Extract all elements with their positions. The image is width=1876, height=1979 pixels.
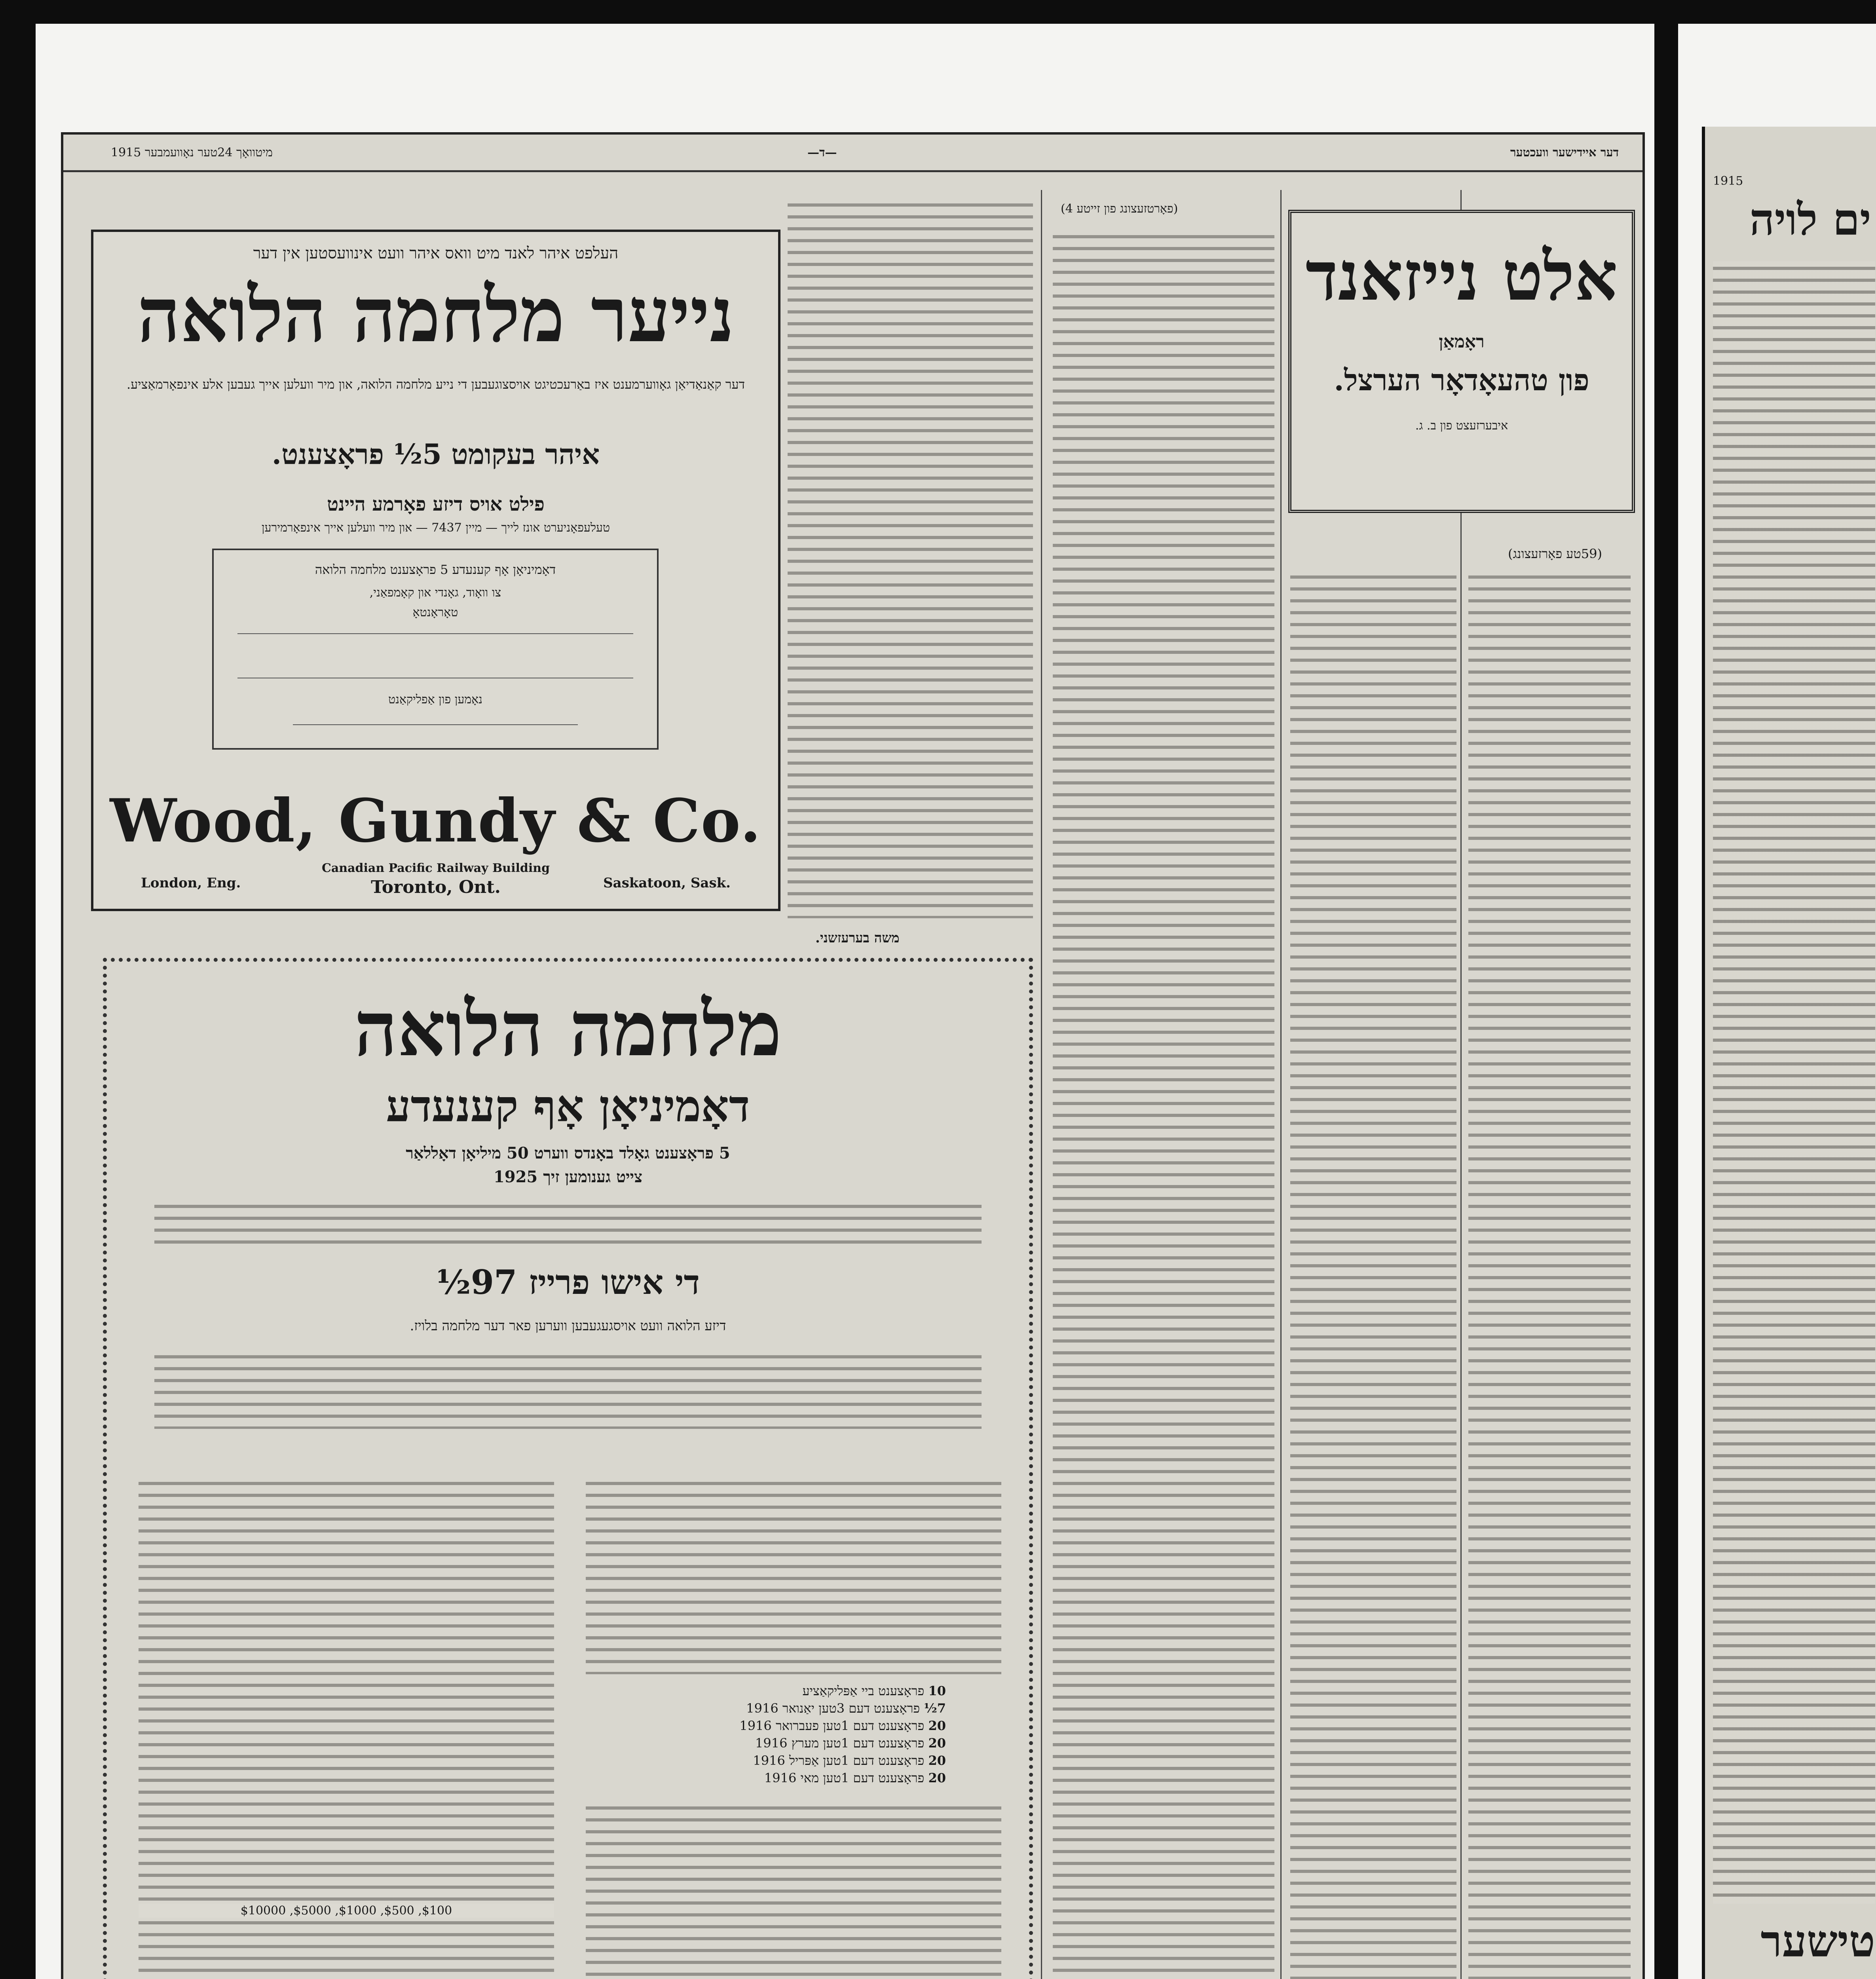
serial-byline: פון טהעאָדאָר הערצל. [1334, 363, 1589, 397]
ad2-line2: צייט גענומען זיך 1925 [493, 1168, 643, 1186]
ad2-title: מלחמה הלואה [354, 985, 782, 1073]
ad2-terms-text [154, 1350, 982, 1429]
serial-credit: איבערזעצט פון ב. ג. [1415, 419, 1508, 433]
adjacent-page [1702, 127, 1876, 1979]
war-loan-ad-dominion [103, 958, 1033, 1979]
ad1-city-toronto: Toronto, Ont. [371, 877, 501, 897]
serial-title-box [1288, 210, 1635, 513]
column-rule [1280, 190, 1282, 1979]
serial-column-3 [1468, 570, 1631, 1979]
ad2-right-column-bottom [586, 1801, 1001, 1979]
serial-title: אלט נייזאנד [1305, 237, 1618, 316]
coupon-line-2: צו וואָוד, גאָנדי און קאָמפאַני, [369, 586, 501, 600]
ad2-intro-text [154, 1199, 982, 1247]
serial-column-2 [1290, 570, 1456, 1979]
coupon-applicant-label: נאָמען פון אַפליקאַנט [388, 693, 482, 707]
film-edge-top [0, 0, 1876, 24]
ad1-city-saskatoon: Saskatoon, Sask. [603, 875, 731, 891]
schedule-row: 20 פראָצענט דעם 1טען אַפּריל 1916 [753, 1753, 946, 1768]
serial-continued-top: (פאָרטזעצונג פון זייטע 4) [1061, 202, 1178, 216]
newspaper-page [63, 135, 1642, 1979]
adjacent-title-fragment: ים לויה [1749, 194, 1871, 245]
ad1-phone: טעלעפאָניערט אונז לייך — מיין 7437 — און מיר וועלען אייך אינפאָרמירען [261, 521, 610, 535]
ad2-price-value: 97½ [436, 1263, 517, 1302]
ad1-building: Canadian Pacific Railway Building [321, 861, 550, 875]
ad2-price-label: די אישו פרייז [528, 1263, 700, 1302]
schedule-row: 20 פראָצענט דעם 1טען פעברואר 1916 [739, 1718, 946, 1733]
page-header [63, 135, 1642, 172]
serial-column-1 [1053, 230, 1274, 1979]
ad2-schedule [701, 1682, 946, 1787]
ad1-rate-suffix: פראָצענט. [272, 438, 384, 471]
film-edge-left [0, 0, 36, 1979]
article-column-middle-left [788, 198, 1033, 918]
serial-part-label: (59טע פאָרזעצונג) [1508, 546, 1602, 561]
schedule-row: 10 פראָצענט ביי אַפּליקאַציע [802, 1683, 946, 1698]
ad1-body: דער קאַנאַדיאַן גאָווערמענט איז באַרעכטיגט אויסצוגעבען די נייע מלחמה הלואה, און מיר וועלען אייך געבען אלע אינפאָרמאַציע. [127, 377, 745, 392]
coupon-line-1: דאָמיניאָן אָף קענעדע 5 פראָצענט מלחמה הלואה [315, 562, 556, 577]
ad2-line1: 5 פראָצענט גאָלד באָנדס ווערט 50 מיליאָן דאָללאַר [406, 1144, 730, 1162]
film-gap [1654, 0, 1678, 1979]
ad2-subtitle: דאָמיניאָן אָף קענעדע [386, 1081, 750, 1132]
header-date: מיטוואָך 24טער נאָוועמבער 1915 [111, 146, 273, 160]
ad1-title: נייער מלחמה הלואה [137, 271, 735, 359]
ad2-denominations: $100, $500, $1000, $5000, $10000 [139, 1904, 554, 1918]
ad1-rate-prefix: איהר בעקומט [451, 438, 600, 471]
adjacent-heading-fragment: טישער [1760, 1916, 1875, 1967]
header-masthead: דער איידישער וועכטער [1510, 146, 1619, 160]
ad1-subhead: פילט אויס דיזע פאָרמע היינט [327, 493, 545, 515]
ad1-rate [93, 438, 778, 471]
schedule-row: 20 פראָצענט דעם 1טען מאי 1916 [764, 1770, 946, 1785]
serial-subtitle: ראָמאַן [1439, 332, 1485, 352]
adjacent-text-column [1713, 261, 1875, 1904]
ad2-price [107, 1263, 1029, 1302]
war-loan-ad-wood-gundy [91, 230, 780, 911]
ad2-paragraph: דיזע הלואה וועט אויסגעגעבען ווערען פאר דער מלחמה בלויז. [410, 1318, 726, 1334]
ad1-rate-value: 5½ [393, 438, 442, 471]
schedule-row: 20 פראָצענט דעם 1טען מערץ 1916 [755, 1736, 946, 1751]
ad1-coupon[interactable] [212, 549, 659, 750]
coupon-line-3: טאָראָנטאָ [412, 606, 458, 619]
article-signature: משה בערעזשני. [815, 930, 900, 946]
adjacent-header: 1915 [1713, 174, 1743, 188]
ad1-city-london: London, Eng. [141, 875, 241, 891]
ad1-firm-name: Wood, Gundy & Co. [110, 786, 762, 856]
schedule-row: 7½ פראָצענט דעם 3טען יאַנואר 1916 [746, 1701, 946, 1716]
ad1-top-line: העלפט איהר לאנד מיט וואס איהר וועט אינוועסטען אין דער [253, 244, 619, 262]
header-page-number: —ד— [807, 146, 837, 160]
coupon-fill-lines [237, 633, 633, 678]
coupon-signature-line [293, 724, 578, 725]
column-rule [1041, 190, 1042, 1979]
ad2-right-column-top [586, 1476, 1001, 1674]
